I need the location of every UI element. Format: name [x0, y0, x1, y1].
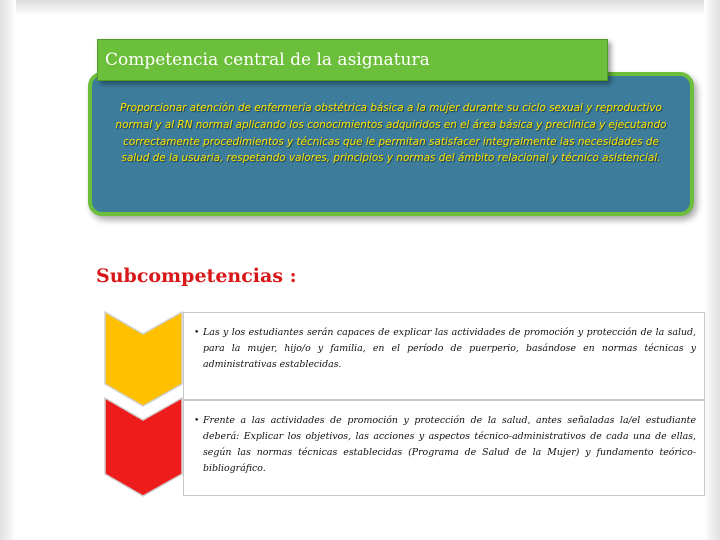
- subcompetencia-text-1: Las y los estudiantes serán capaces de explicar las actividades de promoción y protección de la salud, para la mujer, hijo/o y familia, en el período de puerperio, basándose en normas técnicas y administrativas establecidas.: [203, 327, 696, 370]
- subcompetencias-heading: Subcompetencias :: [96, 265, 297, 287]
- competencia-text: Proporcionar atención de enfermería obstétrica básica a la mujer durante su ciclo sexual y reproductivo normal y al RN normal aplicando los conocimientos adquiridos en el área básica y preclínica y ejecutando correctamente procedimientos y técnicas que le permitan satisfacer integralmente las necesidades de salud de la usuaria, respetando valores, principios y normas del ámbito relacional y técnico asistencial.: [115, 102, 667, 165]
- bullet-marker: •: [194, 328, 200, 338]
- chevron-down-icon-1: [105, 312, 182, 406]
- bullet-marker: •: [194, 416, 200, 426]
- subcompetencia-item-1: [183, 312, 705, 400]
- slide-title: Competencia central de la asignatura: [105, 50, 430, 70]
- subcompetencia-text-2: Frente a las actividades de promoción y protección de la salud, antes señaladas la/el estudiante deberá: Explicar los objetivos, las acciones y aspectos técnico-administrativos de cada una de ellas, según las normas técnicas establecidas (Programa de Salud de la Mujer) y fundamento teórico- bibliográfico.: [203, 415, 696, 474]
- subcompetencia-item-2: [183, 400, 705, 496]
- chevron-down-icon-2: [105, 398, 182, 496]
